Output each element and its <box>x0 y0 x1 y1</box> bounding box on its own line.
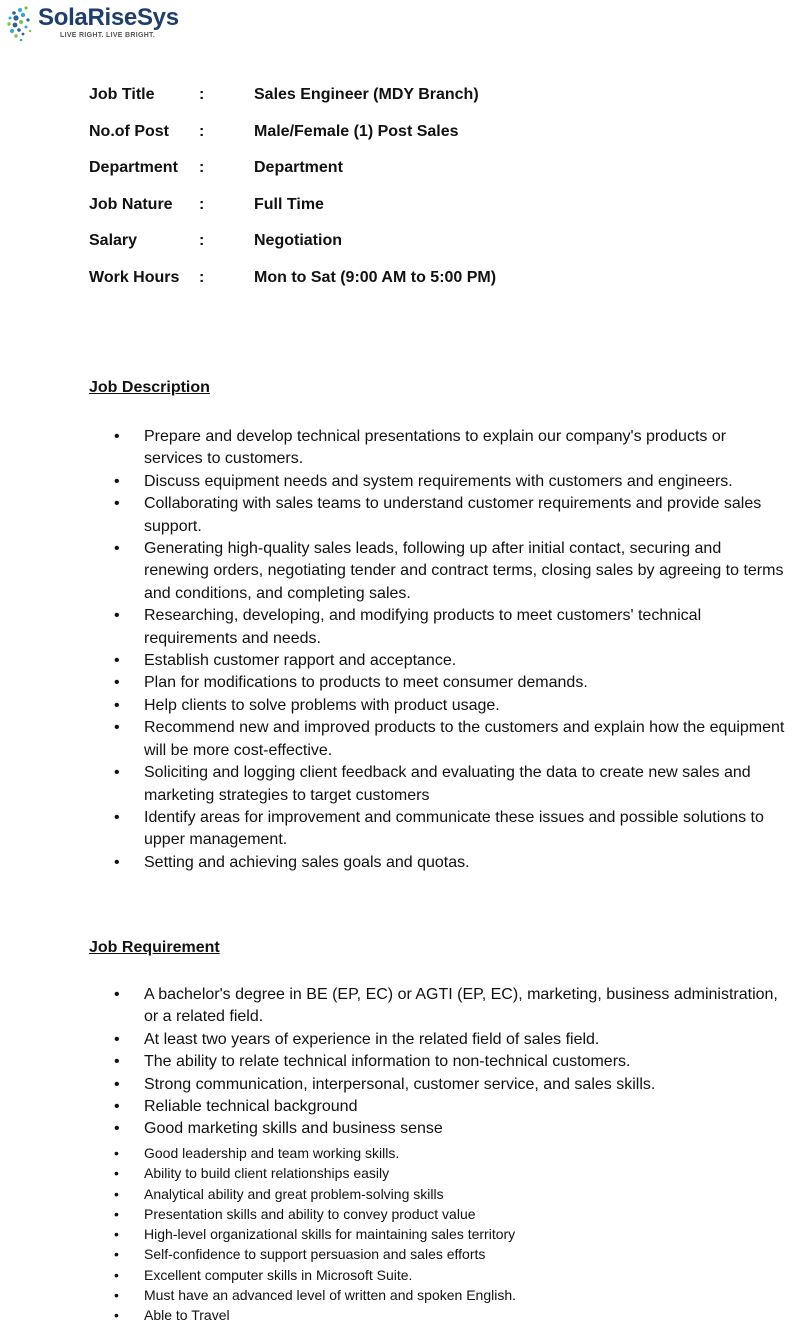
job-info-value: Male/Female (1) Post Sales <box>254 122 459 140</box>
list-item-text: Good leadership and team working skills. <box>144 1145 400 1161</box>
list-item-text: Prepare and develop technical presentations to explain our company's products or services to customers. <box>144 428 727 468</box>
job-info-colon: : <box>199 159 205 176</box>
bullet-icon: • <box>114 1307 119 1324</box>
list-item <box>0 538 789 605</box>
list-item-text: Discuss equipment needs and system requirements with customers and engineers. <box>144 472 733 490</box>
list-item-text: Must have an advanced level of written and spoken English. <box>144 1287 517 1304</box>
bullet-icon: • <box>114 1266 119 1283</box>
list-item-text: Analytical ability and great problem-solving skills <box>144 1185 444 1202</box>
list-item-text: Researching, developing, and modifying products to meet customers' technical requirements and needs. <box>144 607 702 647</box>
list-item <box>0 471 789 493</box>
list-item <box>0 984 789 1029</box>
list-item-text: Able to Travel <box>144 1307 230 1324</box>
list-item <box>0 717 789 762</box>
list-item <box>0 1204 789 1224</box>
list-item <box>0 1285 789 1305</box>
list-item <box>0 1118 789 1140</box>
list-item <box>0 1244 789 1264</box>
list-item-text: The ability to relate technical information to non-technical customers. <box>144 1053 631 1071</box>
list-item <box>0 1074 789 1096</box>
job-info-colon: : <box>199 122 205 140</box>
list-item-text: High-level organizational skills for maintaining sales territory <box>144 1226 516 1243</box>
job-info-colon: : <box>199 195 205 213</box>
bullet-icon: • <box>114 1226 119 1243</box>
bullet-icon: • <box>114 607 120 625</box>
bullet-icon: • <box>114 652 120 670</box>
bullet-icon: • <box>114 986 120 1003</box>
list-item <box>0 672 789 694</box>
list-item <box>0 493 789 538</box>
list-item-text: Ability to build client relationships easily <box>144 1165 390 1182</box>
bullet-icon: • <box>114 1120 120 1138</box>
bullet-icon: • <box>114 1165 119 1182</box>
list-item-text: Identify areas for improvement and communicate these issues and possible solutions to upper management. <box>144 808 764 849</box>
list-item-text: Excellent computer skills in Microsoft Suite. <box>144 1266 413 1283</box>
job-info-label: Work Hours <box>89 268 180 286</box>
list-item <box>0 1265 789 1285</box>
list-item <box>0 426 789 471</box>
list-item <box>0 762 789 807</box>
bullet-icon: • <box>114 428 120 445</box>
job-description-list <box>0 426 789 874</box>
company-tagline: LIVE RIGHT. LIVE BRIGHT. <box>60 32 156 39</box>
list-item <box>0 1096 789 1118</box>
job-info-label: No.of Post <box>89 122 169 140</box>
job-info-colon: : <box>199 268 205 286</box>
bullet-icon: • <box>114 1075 120 1093</box>
job-requirement-heading: Job Requirement <box>89 939 220 956</box>
bullet-icon: • <box>114 808 120 826</box>
bullet-icon: • <box>114 540 120 558</box>
list-item-text: A bachelor's degree in BE (EP, EC) or AGTI (EP, EC), marketing, business administration, or a related field. <box>144 986 778 1026</box>
list-item-text: Setting and achieving sales goals and quotas. <box>144 853 470 871</box>
bullet-icon: • <box>114 764 120 782</box>
list-item <box>0 1143 789 1163</box>
list-item <box>0 605 789 650</box>
bullet-icon: • <box>114 1205 119 1222</box>
list-item <box>0 1184 789 1204</box>
job-info-value: Mon to Sat (9:00 AM to 5:00 PM) <box>254 268 497 286</box>
list-item-text: Generating high-quality sales leads, following up after initial contact, securing and renewing orders, negotiating tender and contract terms, closing sales by agreeing to terms and conditions, and completing sales. <box>144 540 784 602</box>
job-info-colon: : <box>199 86 205 103</box>
job-info-label: Department <box>89 159 178 176</box>
job-info-value: Full Time <box>254 195 324 213</box>
bullet-icon: • <box>114 495 120 513</box>
list-item-text: Help clients to solve problems with product usage. <box>144 696 500 714</box>
list-item-text: Soliciting and logging client feedback and evaluating the data to create new sales and marketing strategies to target customers <box>144 764 751 804</box>
job-info-value: Negotiation <box>254 232 342 249</box>
list-item-text: Establish customer rapport and acceptance. <box>144 652 457 670</box>
bullet-icon: • <box>114 1053 120 1071</box>
list-item-text: Presentation skills and ability to convey product value <box>144 1205 476 1222</box>
job-info-label: Job Nature <box>89 195 173 213</box>
bullet-icon: • <box>114 472 120 490</box>
list-item <box>0 807 789 852</box>
bullet-icon: • <box>114 719 120 737</box>
bullet-icon: • <box>114 1145 119 1161</box>
company-name: SolaRiseSys <box>38 4 179 31</box>
job-info-colon: : <box>199 232 205 249</box>
list-item-text: Strong communication, interpersonal, customer service, and sales skills. <box>144 1075 656 1093</box>
list-item <box>0 650 789 672</box>
list-item-text: Plan for modifications to products to meet consumer demands. <box>144 674 588 692</box>
list-item <box>0 1224 789 1244</box>
list-item <box>0 852 789 874</box>
bullet-icon: • <box>114 1185 119 1202</box>
job-info-label: Job Title <box>89 86 155 103</box>
list-item-text: Reliable technical background <box>144 1098 358 1116</box>
list-item <box>0 1051 789 1073</box>
job-description-heading: Job Description <box>89 379 210 396</box>
bullet-icon: • <box>114 1030 120 1048</box>
list-item <box>0 695 789 717</box>
list-item-text: Self-confidence to support persuasion and sales efforts <box>144 1246 486 1263</box>
job-info-label: Salary <box>89 232 138 249</box>
bullet-icon: • <box>114 1287 119 1304</box>
bullet-icon: • <box>114 1098 120 1116</box>
company-logo <box>6 2 206 44</box>
job-info-value: Department <box>254 159 343 176</box>
job-requirement-list-compact <box>0 1143 789 1326</box>
list-item-text: At least two years of experience in the related field of sales field. <box>144 1030 600 1048</box>
list-item <box>0 1305 789 1325</box>
list-item-text: Collaborating with sales teams to understand customer requirements and provide sales support. <box>144 495 762 535</box>
list-item-text: Recommend new and improved products to the customers and explain how the equipment will be more cost-effective. <box>144 719 785 759</box>
bullet-icon: • <box>114 674 120 692</box>
job-info-value: Sales Engineer (MDY Branch) <box>254 86 479 103</box>
job-requirement-list <box>0 984 789 1141</box>
list-item-text: Good marketing skills and business sense <box>144 1120 443 1138</box>
bullet-icon: • <box>114 696 120 714</box>
list-item <box>0 1029 789 1051</box>
bullet-icon: • <box>114 853 120 871</box>
list-item <box>0 1163 789 1183</box>
bullet-icon: • <box>114 1246 119 1263</box>
